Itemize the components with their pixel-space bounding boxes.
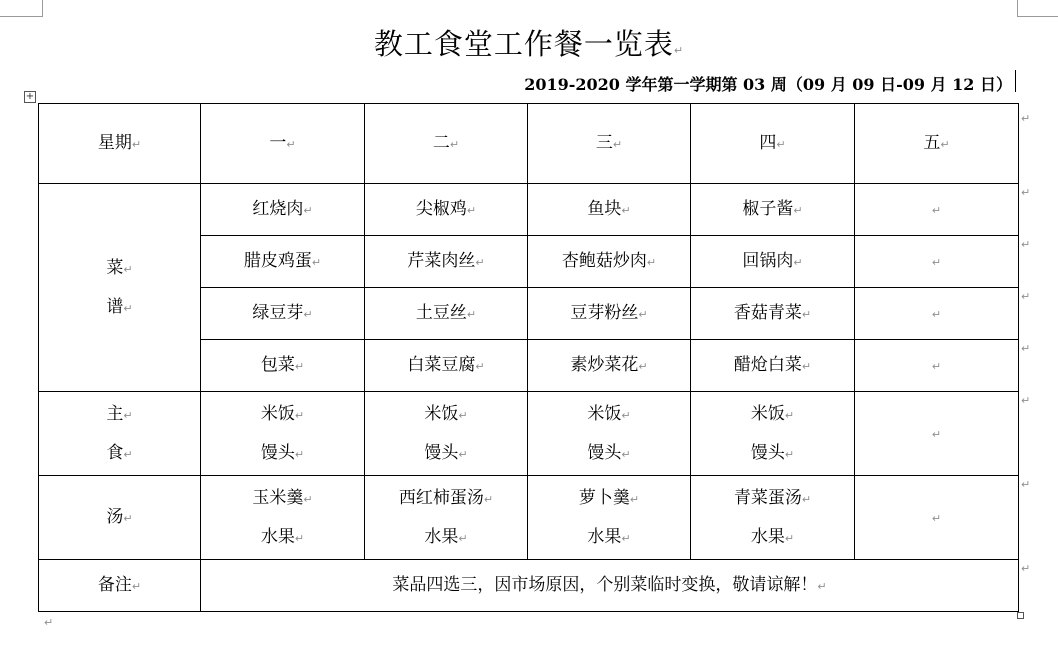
cell-text <box>528 527 690 547</box>
table-row <box>39 184 1019 236</box>
dish-cell <box>365 184 528 236</box>
cell-text <box>528 488 690 508</box>
cell-text <box>201 355 364 375</box>
cell-value: 三 <box>595 133 613 154</box>
cell-text <box>365 303 527 323</box>
dish-cell <box>855 288 1019 340</box>
paragraph-mark-icon: ↵ <box>612 138 623 152</box>
cell-value: 水果 <box>260 526 295 547</box>
cell-text <box>39 404 200 424</box>
staple-cell <box>201 392 365 476</box>
cell-text <box>691 199 854 219</box>
cell-value: 西红柿蛋汤 <box>398 488 484 509</box>
dish-cell <box>201 236 365 288</box>
cell-text <box>691 488 854 508</box>
text-cursor <box>1015 70 1016 92</box>
paragraph-mark-icon: ↵ <box>673 44 685 57</box>
dish-cell <box>855 236 1019 288</box>
paragraph-mark-icon: ↵ <box>621 447 631 461</box>
cell-value: 二 <box>432 133 450 154</box>
cell-text <box>528 303 690 323</box>
paragraph-mark-icon: ↵ <box>931 512 942 526</box>
cell-value: 米饭 <box>750 404 785 425</box>
cell-value: 杏鲍菇炒肉 <box>561 251 647 272</box>
cell-value: 白菜豆腐 <box>407 355 476 376</box>
cell-text <box>528 199 690 219</box>
cell-text <box>528 251 690 271</box>
paragraph-mark-icon: ↵ <box>123 263 133 277</box>
cell-text <box>365 199 527 219</box>
paragraph-mark-icon: ↵ <box>475 256 485 270</box>
cell-value: 米饭 <box>424 404 459 425</box>
dish-cell <box>365 340 528 392</box>
cell-value: 萝卜羹 <box>578 488 630 509</box>
paragraph-mark-icon: ↵ <box>931 428 942 442</box>
paragraph-mark-icon: ↵ <box>303 493 313 507</box>
paragraph-mark-icon: ↵ <box>286 138 296 152</box>
cell-value: 水果 <box>424 526 459 547</box>
table-row <box>39 104 1019 184</box>
dish-cell <box>855 184 1019 236</box>
cell-value: 红烧肉 <box>252 199 304 220</box>
table-resize-handle[interactable] <box>1017 612 1024 619</box>
paragraph-mark-icon: ↵ <box>784 447 795 461</box>
paragraph-mark-icon: ↵ <box>294 360 305 374</box>
dish-cell <box>691 340 855 392</box>
paragraph-mark-icon: ↵ <box>621 531 631 545</box>
paragraph-mark-icon: ↵ <box>44 616 54 629</box>
cell-value: 菜品四选三，因市场原因，个别菜临时变换，敬请谅解！ <box>392 575 818 596</box>
cell-value: 馒头 <box>587 442 622 463</box>
cell-text <box>691 404 854 424</box>
cell-text <box>691 133 854 153</box>
cell-text <box>201 251 364 271</box>
cell-value: 汤 <box>106 507 124 528</box>
cell-value: 包菜 <box>260 355 295 376</box>
table-move-handle-icon[interactable]: + <box>25 91 35 102</box>
menu-table <box>38 103 1019 612</box>
cell-value: 主 <box>106 404 124 425</box>
cell-text <box>201 133 364 153</box>
cell-text <box>201 199 364 219</box>
page-corner-top-right <box>1017 0 1058 17</box>
header-day-1 <box>201 104 365 184</box>
staple-cell <box>691 392 855 476</box>
paragraph-mark-icon: ↵ <box>629 493 640 507</box>
soup-cell <box>528 476 691 560</box>
cell-value: 五 <box>923 133 941 154</box>
table-row <box>39 392 1019 476</box>
header-day-5 <box>855 104 1019 184</box>
cell-text <box>39 575 200 595</box>
cell-text <box>39 297 200 317</box>
dish-cell <box>691 236 855 288</box>
paragraph-mark-icon: ↵ <box>449 138 460 152</box>
paragraph-mark-icon: ↵ <box>458 531 468 545</box>
week-subtitle: 2019-2020 学年第一学期第 03 周（09 月 09 日-09 月 12 日） <box>524 75 1012 94</box>
paragraph-mark-icon: ↵ <box>621 204 631 218</box>
paragraph-mark-icon: ↵ <box>475 360 485 374</box>
cell-text <box>365 404 527 424</box>
cell-value: 玉米羹 <box>252 488 304 509</box>
row-end-mark-icon: ↵ <box>1021 112 1031 125</box>
table-row <box>39 560 1019 612</box>
cell-value: 馒头 <box>750 442 785 463</box>
cell-text <box>201 575 1018 595</box>
paragraph-mark-icon: ↵ <box>458 447 468 461</box>
paragraph-mark-icon: ↵ <box>931 308 942 322</box>
paragraph-mark-icon: ↵ <box>931 204 942 218</box>
cell-text <box>365 488 527 508</box>
dish-cell <box>528 340 691 392</box>
cell-value: 馒头 <box>424 442 459 463</box>
dish-cell <box>528 184 691 236</box>
paragraph-mark-icon: ↵ <box>458 409 468 423</box>
paragraph-mark-icon: ↵ <box>303 204 313 218</box>
cell-value: 米饭 <box>260 404 295 425</box>
cell-value: 土豆丝 <box>415 303 467 324</box>
row-end-mark-icon: ↵ <box>1021 238 1031 251</box>
cell-value: 椒子酱 <box>742 199 794 220</box>
dish-cell <box>201 340 365 392</box>
cell-text <box>691 251 854 271</box>
cell-text <box>365 355 527 375</box>
soup-cell <box>365 476 528 560</box>
paragraph-mark-icon: ↵ <box>131 580 142 594</box>
page-title: 教工食堂工作餐一览表↵ <box>373 27 685 61</box>
row-end-mark-icon: ↵ <box>1021 290 1031 303</box>
cell-value: 豆芽粉丝 <box>570 303 639 324</box>
paragraph-mark-icon: ↵ <box>294 531 305 545</box>
dish-cell <box>528 288 691 340</box>
staple-cell <box>365 392 528 476</box>
cell-value: 回锅肉 <box>742 251 794 272</box>
paragraph-mark-icon: ↵ <box>123 409 133 423</box>
row-end-mark-icon: ↵ <box>1021 478 1031 491</box>
cell-text <box>855 133 1018 153</box>
staple-cell <box>528 392 691 476</box>
paragraph-mark-icon: ↵ <box>817 580 827 594</box>
paragraph-mark-icon: ↵ <box>801 493 812 507</box>
cell-text <box>528 443 690 463</box>
paragraph-mark-icon: ↵ <box>483 493 494 507</box>
soup-cell <box>201 476 365 560</box>
cell-text <box>528 355 690 375</box>
dish-cell <box>691 288 855 340</box>
cell-value: 四 <box>759 133 777 154</box>
table-row <box>39 476 1019 560</box>
cell-text <box>691 443 854 463</box>
cell-text <box>691 303 854 323</box>
cell-value: 尖椒鸡 <box>415 199 467 220</box>
remark-label <box>39 560 201 612</box>
dish-cell <box>201 184 365 236</box>
cell-text <box>691 355 854 375</box>
paragraph-mark-icon: ↵ <box>801 308 812 322</box>
cell-value: 芹菜肉丝 <box>407 251 476 272</box>
cell-text <box>201 443 364 463</box>
header-day-3 <box>528 104 691 184</box>
row-end-mark-icon: ↵ <box>1021 342 1031 355</box>
paragraph-mark-icon: ↵ <box>784 531 795 545</box>
page-corner-top-left <box>0 0 43 17</box>
paragraph-mark-icon: ↵ <box>646 256 657 270</box>
cell-text <box>201 527 364 547</box>
soup-cell <box>691 476 855 560</box>
cell-value: 素炒菜花 <box>570 355 639 376</box>
cell-text <box>365 527 527 547</box>
cell-value: 腊皮鸡蛋 <box>243 251 312 272</box>
cell-value: 食 <box>106 442 124 463</box>
paragraph-mark-icon: ↵ <box>294 409 305 423</box>
paragraph-mark-icon: ↵ <box>801 360 812 374</box>
paragraph-mark-icon: ↵ <box>303 308 313 322</box>
paragraph-mark-icon: ↵ <box>784 409 795 423</box>
paragraph-mark-icon: ↵ <box>294 447 305 461</box>
cell-value: 菜 <box>106 258 124 279</box>
dish-cell <box>528 236 691 288</box>
paragraph-mark-icon: ↵ <box>123 512 133 526</box>
cell-value: 水果 <box>587 526 622 547</box>
cell-text <box>201 488 364 508</box>
dish-cell <box>365 236 528 288</box>
row-end-mark-icon: ↵ <box>1021 394 1031 407</box>
paragraph-mark-icon: ↵ <box>776 138 786 152</box>
soup-label <box>39 476 201 560</box>
paragraph-mark-icon: ↵ <box>466 204 477 218</box>
paragraph-mark-icon: ↵ <box>311 256 322 270</box>
paragraph-mark-icon: ↵ <box>940 138 950 152</box>
soup-cell <box>855 476 1019 560</box>
remark-text <box>201 560 1019 612</box>
cell-text <box>39 258 200 278</box>
row-end-mark-icon: ↵ <box>1021 186 1031 199</box>
cell-text <box>39 133 200 153</box>
cell-value: 一 <box>269 133 287 154</box>
dish-cell <box>691 184 855 236</box>
cell-value: 馒头 <box>260 442 295 463</box>
dishes-label <box>39 184 201 392</box>
cell-text <box>365 133 527 153</box>
cell-value: 米饭 <box>587 404 622 425</box>
paragraph-mark-icon: ↵ <box>123 301 133 315</box>
cell-value: 鱼块 <box>587 199 622 220</box>
paragraph-mark-icon: ↵ <box>931 360 942 374</box>
staple-label <box>39 392 201 476</box>
paragraph-mark-icon: ↵ <box>793 204 803 218</box>
cell-text <box>39 443 200 463</box>
cell-value: 备注 <box>97 575 132 596</box>
paragraph-mark-icon: ↵ <box>638 308 648 322</box>
cell-text <box>201 303 364 323</box>
paragraph-mark-icon: ↵ <box>466 308 477 322</box>
paragraph-mark-icon: ↵ <box>638 360 648 374</box>
cell-value: 谱 <box>106 296 124 317</box>
cell-value: 绿豆芽 <box>252 303 304 324</box>
cell-value: 星期 <box>97 133 132 154</box>
paragraph-mark-icon: ↵ <box>931 256 942 270</box>
cell-text <box>528 404 690 424</box>
cell-text <box>365 443 527 463</box>
paragraph-mark-icon: ↵ <box>123 447 133 461</box>
cell-text <box>201 404 364 424</box>
cell-value: 醋炝白菜 <box>733 355 802 376</box>
row-end-mark-icon: ↵ <box>1021 562 1031 575</box>
cell-value: 香菇青菜 <box>733 303 802 324</box>
dish-cell <box>201 288 365 340</box>
dish-cell <box>855 340 1019 392</box>
paragraph-mark-icon: ↵ <box>131 138 142 152</box>
paragraph-mark-icon: ↵ <box>793 256 803 270</box>
header-day-2 <box>365 104 528 184</box>
cell-value: 青菜蛋汤 <box>733 488 802 509</box>
cell-text <box>39 507 200 527</box>
cell-text <box>365 251 527 271</box>
cell-value: 水果 <box>750 526 785 547</box>
paragraph-mark-icon: ↵ <box>621 409 631 423</box>
header-day-4 <box>691 104 855 184</box>
cell-text <box>691 527 854 547</box>
staple-cell <box>855 392 1019 476</box>
cell-text <box>528 133 690 153</box>
header-weekday-label <box>39 104 201 184</box>
dish-cell <box>365 288 528 340</box>
